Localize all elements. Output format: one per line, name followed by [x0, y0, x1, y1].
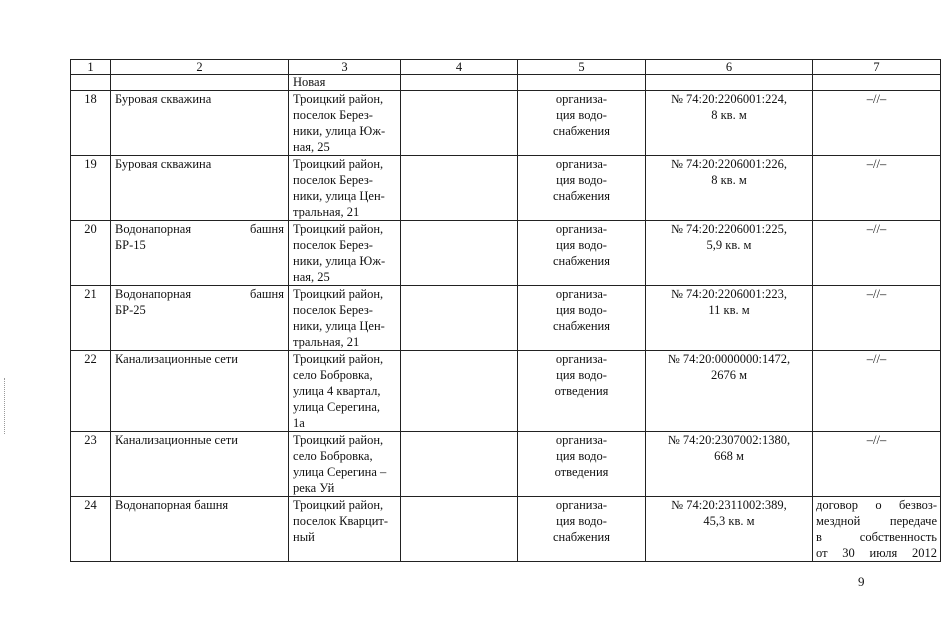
table-cell: [813, 75, 941, 91]
cell-line: поселок Берез-: [293, 303, 373, 317]
cell-line: № 74:20:2206001:224,: [670, 92, 788, 106]
address-cell: [289, 286, 401, 351]
header-cell: 6: [646, 60, 813, 75]
empty-column-cell: [401, 91, 518, 156]
object-name-word: Водонапорная: [115, 287, 192, 301]
cell-line: организа-: [555, 352, 608, 366]
cell-line: тральная, 21: [293, 205, 360, 219]
cell-line: организа-: [555, 92, 608, 106]
header-cell: 2: [111, 60, 289, 75]
object-name-cell: Буровая скважина: [111, 156, 289, 221]
row-number-cell: 18: [71, 91, 111, 156]
table-row: [71, 432, 941, 497]
empty-column-cell: [401, 497, 518, 562]
continuation-row: [71, 75, 941, 91]
empty-column-cell: [401, 221, 518, 286]
header-cell: 1: [71, 60, 111, 75]
cell-line: ция водо-: [556, 368, 607, 382]
table-row: [71, 91, 941, 156]
cell-line: поселок Кварцит-: [293, 514, 389, 528]
cell-line: организа-: [555, 433, 608, 447]
cadastral-number-cell: [646, 91, 813, 156]
cell-line: ники, улица Цен-: [293, 189, 385, 203]
cell-line: ция водо-: [556, 514, 607, 528]
table-row: [71, 286, 941, 351]
empty-column-cell: [401, 351, 518, 432]
row-number-cell: 24: [71, 497, 111, 562]
organization-cell: [518, 497, 646, 562]
object-name-word: башня: [250, 222, 284, 236]
cadastral-number-cell: [646, 497, 813, 562]
cadastral-number-cell: [646, 221, 813, 286]
cell-line: организа-: [555, 498, 608, 512]
page-number: 9: [858, 574, 865, 589]
cell-line: организа-: [555, 222, 608, 236]
object-name-word: башня: [250, 287, 284, 301]
organization-cell: [518, 156, 646, 221]
organization-cell: [518, 91, 646, 156]
cell-line: № 74:20:2311002:389,: [671, 498, 787, 512]
cell-line: ция водо-: [556, 108, 607, 122]
object-name-cell: Канализационные сети: [111, 432, 289, 497]
cell-line: село Бобровка,: [293, 368, 373, 382]
cell-line: организа-: [555, 287, 608, 301]
cell-line: река Уй: [293, 481, 335, 495]
object-name-cell: [111, 221, 289, 286]
object-name-cell: [111, 286, 289, 351]
address-cell: [289, 156, 401, 221]
address-cell: [289, 497, 401, 562]
cell-line: ция водо-: [556, 303, 607, 317]
cell-line: ная, 25: [293, 140, 330, 154]
cell-line: –//–: [866, 287, 887, 301]
cell-line: Троицкий район,: [293, 222, 384, 236]
cell-line: ники, улица Юж-: [293, 124, 386, 138]
column-number-header: [71, 60, 941, 75]
address-cell: [289, 351, 401, 432]
cell-line: Троицкий район,: [293, 287, 384, 301]
cell-line: ники, улица Юж-: [293, 254, 386, 268]
object-name-word: Водонапорная: [115, 222, 192, 236]
cell-line: улица 4 квартал,: [293, 384, 381, 398]
table-row: [71, 351, 941, 432]
basis-cell: [813, 497, 941, 562]
object-name-continued: БР-25: [115, 303, 146, 317]
cell-line: № 74:20:0000000:1472,: [667, 352, 791, 366]
address-cell: [289, 91, 401, 156]
cell-line: Троицкий район,: [293, 92, 384, 106]
cell-line: № 74:20:2206001:226,: [670, 157, 788, 171]
cell-line: Троицкий район,: [293, 352, 384, 366]
cell-line: –//–: [866, 157, 887, 171]
organization-cell: [518, 432, 646, 497]
table-cell: [401, 75, 518, 91]
scan-margin-marks: [4, 378, 7, 434]
basis-cell: [813, 156, 941, 221]
cadastral-number-cell: [646, 286, 813, 351]
cell-line: ники, улица Цен-: [293, 319, 385, 333]
table-row: [71, 497, 941, 562]
basis-cell: [813, 221, 941, 286]
cell-line: 5,9 кв. м: [706, 238, 752, 252]
cell-line: 8 кв. м: [711, 108, 747, 122]
property-table: [70, 59, 941, 562]
cell-line: 8 кв. м: [711, 173, 747, 187]
cell-line: в собственность: [816, 530, 937, 544]
object-name-justified: [115, 286, 284, 302]
cell-line: договор о безвоз-: [816, 498, 937, 512]
basis-cell: [813, 432, 941, 497]
organization-cell: [518, 351, 646, 432]
organization-cell: [518, 286, 646, 351]
cell-line: поселок Берез-: [293, 108, 373, 122]
document-page: [70, 59, 937, 562]
basis-cell: [813, 286, 941, 351]
cell-line: 2676 м: [710, 368, 748, 382]
header-cell: 3: [289, 60, 401, 75]
cell-line: улица Серегина,: [293, 400, 381, 414]
cell-line: –//–: [866, 352, 887, 366]
table-cell: [518, 75, 646, 91]
row-number-cell: 19: [71, 156, 111, 221]
cell-line: 11 кв. м: [708, 303, 750, 317]
cell-line: организа-: [555, 157, 608, 171]
table-cell: [71, 75, 111, 91]
cell-line: поселок Берез-: [293, 173, 373, 187]
continued-address-cell: Новая: [289, 75, 401, 91]
cell-line: –//–: [866, 92, 887, 106]
cell-line: –//–: [866, 222, 887, 236]
cell-line: поселок Берез-: [293, 238, 373, 252]
cell-line: село Бобровка,: [293, 449, 373, 463]
cell-line: № 74:20:2206001:223,: [670, 287, 788, 301]
cadastral-number-cell: [646, 156, 813, 221]
cell-line: снабжения: [553, 530, 610, 544]
table-row: [71, 156, 941, 221]
cell-line: Троицкий район,: [293, 433, 384, 447]
header-cell: 7: [813, 60, 941, 75]
object-name-cell: Канализационные сети: [111, 351, 289, 432]
empty-column-cell: [401, 156, 518, 221]
row-number-cell: 21: [71, 286, 111, 351]
object-name-continued: БР-15: [115, 238, 146, 252]
cell-line: ция водо-: [556, 449, 607, 463]
cell-line: ция водо-: [556, 173, 607, 187]
header-cell: 5: [518, 60, 646, 75]
cell-line: снабжения: [553, 254, 610, 268]
cell-line: снабжения: [553, 319, 610, 333]
cell-line: отведения: [554, 384, 609, 398]
address-cell: [289, 221, 401, 286]
cell-line: мездной передаче: [816, 514, 937, 528]
cell-line: тральная, 21: [293, 335, 360, 349]
table-row: [71, 221, 941, 286]
cell-line: снабжения: [553, 189, 610, 203]
cell-line: Троицкий район,: [293, 498, 384, 512]
empty-column-cell: [401, 432, 518, 497]
header-cell: 4: [401, 60, 518, 75]
table-cell: [646, 75, 813, 91]
empty-column-cell: [401, 286, 518, 351]
cadastral-number-cell: [646, 432, 813, 497]
object-name-cell: Буровая скважина: [111, 91, 289, 156]
cell-line: снабжения: [553, 124, 610, 138]
cadastral-number-cell: [646, 351, 813, 432]
cell-line: 45,3 кв. м: [703, 514, 755, 528]
cell-line: от 30 июля 2012: [816, 546, 937, 560]
cell-line: ный: [293, 530, 315, 544]
cell-line: улица Серегина –: [293, 465, 387, 479]
row-number-cell: 22: [71, 351, 111, 432]
cell-line: ция водо-: [556, 238, 607, 252]
row-number-cell: 20: [71, 221, 111, 286]
cell-line: ная, 25: [293, 270, 330, 284]
cell-line: 1а: [293, 416, 305, 430]
row-number-cell: 23: [71, 432, 111, 497]
basis-cell: [813, 351, 941, 432]
cell-line: –//–: [866, 433, 887, 447]
cell-line: 668 м: [714, 449, 744, 463]
cell-line: Троицкий район,: [293, 157, 384, 171]
table-cell: [111, 75, 289, 91]
address-cell: [289, 432, 401, 497]
object-name-cell: Водонапорная башня: [111, 497, 289, 562]
basis-cell: [813, 91, 941, 156]
cell-line: отведения: [554, 465, 609, 479]
organization-cell: [518, 221, 646, 286]
cell-line: № 74:20:2307002:1380,: [667, 433, 791, 447]
object-name-justified: [115, 221, 284, 237]
cell-line: № 74:20:2206001:225,: [670, 222, 788, 236]
